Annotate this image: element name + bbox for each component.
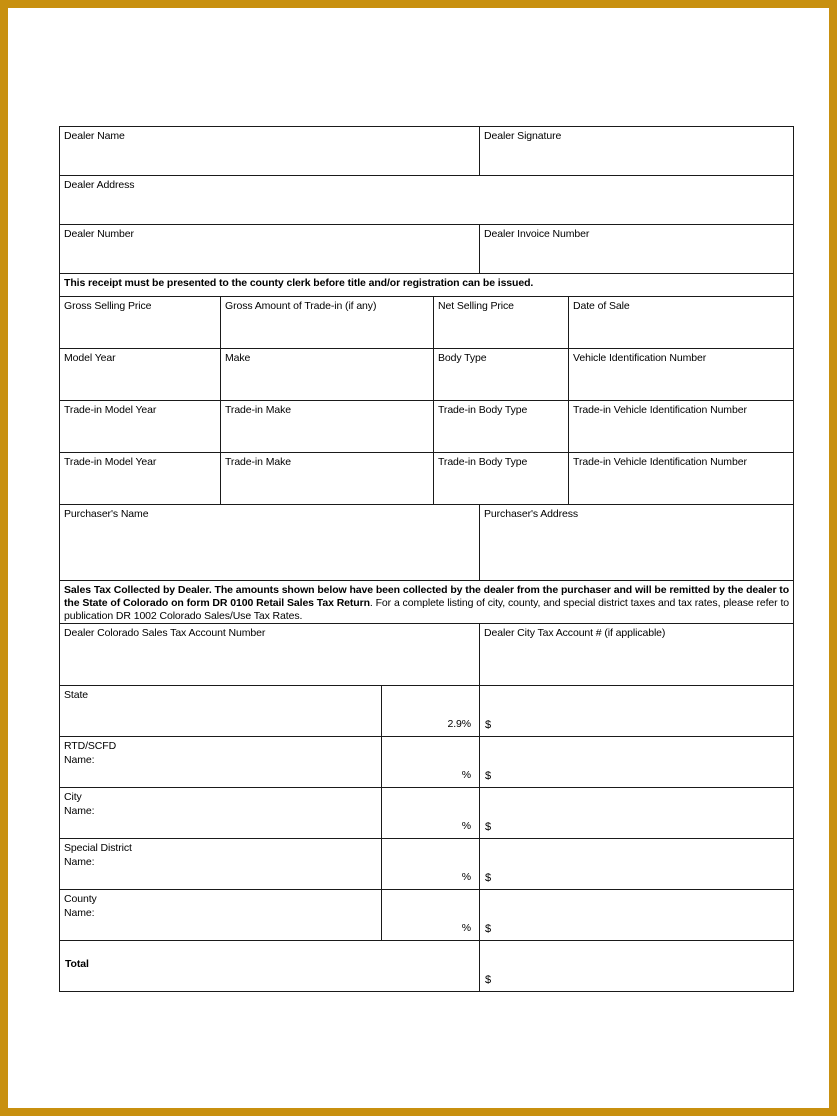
- field-model-year[interactable]: Model Year: [60, 349, 221, 401]
- tax-total-row: [60, 941, 794, 992]
- table-row: [60, 274, 794, 297]
- tax-row-subname: Name:: [64, 855, 95, 868]
- table-row: [60, 225, 794, 274]
- tax-row-rate-special-district[interactable]: [382, 839, 480, 890]
- currency-symbol: $: [485, 820, 492, 833]
- table-row: [60, 624, 794, 686]
- tax-row-label-state: [60, 686, 382, 737]
- currency-symbol: $: [485, 871, 492, 884]
- field-dealer-number[interactable]: Dealer Number: [60, 225, 480, 274]
- tax-row-name: State: [64, 689, 89, 702]
- tax-row-subname: Name:: [64, 804, 95, 817]
- tax-row-amount-county[interactable]: [480, 890, 794, 941]
- table-row: [60, 297, 794, 349]
- tax-row-rate-city[interactable]: [382, 788, 480, 839]
- field-net-selling-price[interactable]: Net Selling Price: [434, 297, 569, 349]
- table-row: [60, 127, 794, 176]
- field-trade-in-make-1[interactable]: Trade-in Make: [221, 401, 434, 453]
- tax-total-amount[interactable]: [480, 941, 794, 992]
- tax-row-rate-state[interactable]: [382, 686, 480, 737]
- field-trade-in-vin-1[interactable]: Trade-in Vehicle Identification Number: [569, 401, 794, 453]
- currency-symbol: $: [485, 718, 492, 731]
- tax-rate-row: [60, 686, 794, 737]
- field-gross-selling-price[interactable]: Gross Selling Price: [60, 297, 221, 349]
- currency-symbol: $: [485, 922, 492, 935]
- currency-symbol: $: [485, 769, 492, 782]
- tax-row-subname: Name:: [64, 753, 95, 766]
- table-row: [60, 176, 794, 225]
- sales-tax-disclosure-paragraph: [60, 581, 794, 624]
- field-trade-in-body-type-1[interactable]: Trade-in Body Type: [434, 401, 569, 453]
- field-gross-trade-in-amount[interactable]: Gross Amount of Trade-in (if any): [221, 297, 434, 349]
- tax-rate-row: [60, 788, 794, 839]
- tax-rate-value: %: [461, 871, 472, 884]
- tax-rate-value: %: [461, 769, 472, 782]
- table-row: [60, 349, 794, 401]
- field-body-type[interactable]: Body Type: [434, 349, 569, 401]
- field-dealer-signature[interactable]: Dealer Signature: [480, 127, 794, 176]
- table-row: [60, 453, 794, 505]
- field-dealer-colorado-sales-tax-account-number[interactable]: Dealer Colorado Sales Tax Account Number: [60, 624, 480, 686]
- table-row: [60, 581, 794, 624]
- total-text: Total: [65, 958, 89, 971]
- field-dealer-city-tax-account-number[interactable]: Dealer City Tax Account # (if applicable): [480, 624, 794, 686]
- tax-rate-value: %: [461, 820, 472, 833]
- field-make[interactable]: Make: [221, 349, 434, 401]
- tax-row-amount-rtd-scfd[interactable]: [480, 737, 794, 788]
- tax-row-name: Special District: [64, 842, 132, 855]
- sales-tax-paragraph-bold: Sales Tax Collected by Dealer. The amounts shown below have been collected by the dealer from the purchaser and will be remitted by the dealer to the State of Colorado on form DR 0100 Retail Sales Tax Return: [64, 584, 790, 610]
- field-purchaser-address[interactable]: Purchaser's Address: [480, 505, 794, 581]
- tax-row-label-rtd-scfd: [60, 737, 382, 788]
- field-trade-in-model-year-2[interactable]: Trade-in Model Year: [60, 453, 221, 505]
- field-vehicle-identification-number[interactable]: Vehicle Identification Number: [569, 349, 794, 401]
- tax-rate-row: [60, 737, 794, 788]
- tax-rate-row: [60, 839, 794, 890]
- field-trade-in-model-year-1[interactable]: Trade-in Model Year: [60, 401, 221, 453]
- field-dealer-name[interactable]: Dealer Name: [60, 127, 480, 176]
- tax-row-amount-state[interactable]: [480, 686, 794, 737]
- tax-row-label-special-district: [60, 839, 382, 890]
- tax-row-label-city: [60, 788, 382, 839]
- currency-symbol: $: [485, 973, 492, 986]
- field-purchaser-name[interactable]: Purchaser's Name: [60, 505, 480, 581]
- tax-row-amount-special-district[interactable]: [480, 839, 794, 890]
- sales-tax-receipt-form: [59, 126, 794, 992]
- tax-total-label: [60, 941, 480, 992]
- field-trade-in-make-2[interactable]: Trade-in Make: [221, 453, 434, 505]
- field-dealer-invoice-number[interactable]: Dealer Invoice Number: [480, 225, 794, 274]
- tax-row-name: City: [64, 791, 82, 804]
- tax-rate-value: 2.9%: [447, 718, 472, 731]
- table-row: [60, 505, 794, 581]
- receipt-notice-banner: This receipt must be presented to the county clerk before title and/or registration can be issued.: [60, 274, 794, 297]
- table-row: [60, 401, 794, 453]
- tax-row-name: County: [64, 893, 97, 906]
- tax-row-name: RTD/SCFD: [64, 740, 117, 753]
- tax-row-subname: Name:: [64, 906, 95, 919]
- sales-tax-paragraph-regular: . For a complete listing of city, county, and special district taxes and tax rates, please refer to publication DR 1002 Colorado Sales/Use Tax Rates.: [64, 597, 790, 623]
- field-trade-in-body-type-2[interactable]: Trade-in Body Type: [434, 453, 569, 505]
- tax-rate-row: [60, 890, 794, 941]
- tax-row-rate-county[interactable]: [382, 890, 480, 941]
- field-trade-in-vin-2[interactable]: Trade-in Vehicle Identification Number: [569, 453, 794, 505]
- tax-row-amount-city[interactable]: [480, 788, 794, 839]
- field-date-of-sale[interactable]: Date of Sale: [569, 297, 794, 349]
- tax-row-label-county: [60, 890, 382, 941]
- tax-row-rate-rtd-scfd[interactable]: [382, 737, 480, 788]
- tax-rate-value: %: [461, 922, 472, 935]
- field-dealer-address[interactable]: Dealer Address: [60, 176, 794, 225]
